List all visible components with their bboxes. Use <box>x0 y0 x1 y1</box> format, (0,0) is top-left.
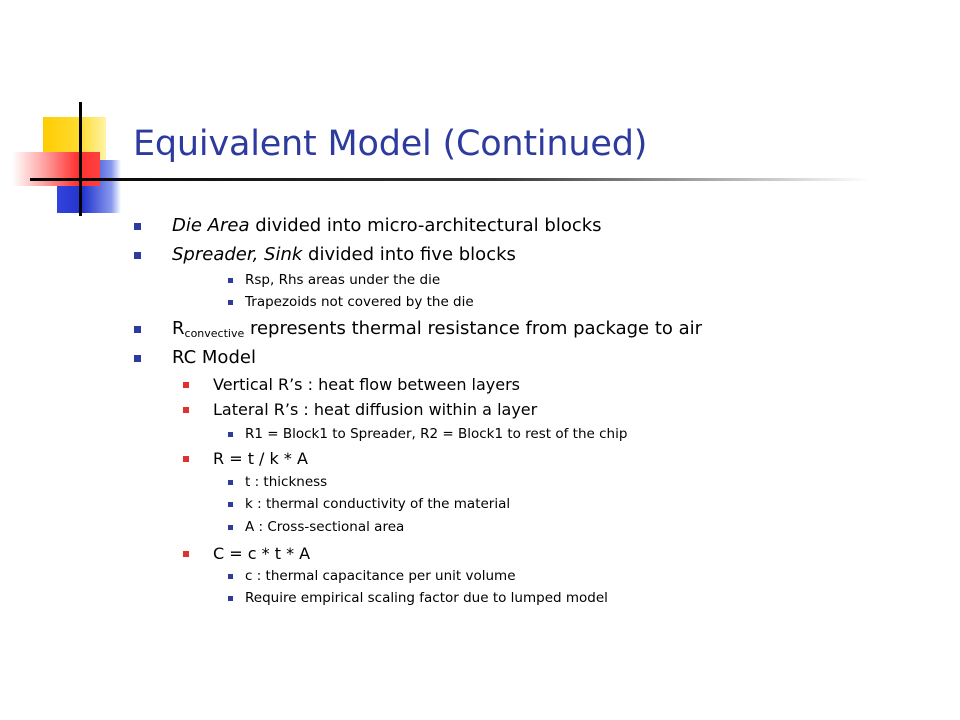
bullet-item <box>172 318 702 339</box>
bullet-text: C = c * t * A <box>213 544 311 563</box>
square-bullet-icon <box>228 525 233 530</box>
square-bullet-icon <box>183 456 189 462</box>
bullet-item <box>172 215 602 236</box>
bullet-item <box>245 496 510 512</box>
bullet-text: RC Model <box>172 347 256 368</box>
slide-title: Equivalent Model (Continued) <box>133 124 648 164</box>
bullet-text: R = t / k * A <box>213 449 308 468</box>
square-bullet-icon <box>134 355 141 362</box>
bullet-item <box>213 449 308 468</box>
bullet-text: divided into five blocks <box>302 244 516 265</box>
bullet-text: Rsp, Rhs areas under the die <box>245 272 441 288</box>
title-underline <box>30 178 870 181</box>
bullet-item <box>245 474 327 490</box>
bullet-item <box>213 544 310 563</box>
bullet-item <box>245 272 440 288</box>
bullet-item <box>213 400 537 419</box>
square-bullet-icon <box>228 596 233 601</box>
bullet-text: t : thickness <box>245 474 328 490</box>
bullet-item <box>245 294 474 310</box>
square-bullet-icon <box>183 382 189 388</box>
square-bullet-icon <box>228 300 233 305</box>
bullet-text: Vertical R’s : heat flow between layers <box>213 375 521 394</box>
square-bullet-icon <box>134 326 141 333</box>
bullet-italic-text: Die Area <box>172 215 250 236</box>
bullet-subscript: convective <box>184 327 245 340</box>
bullet-item <box>213 375 520 394</box>
bullet-text: c : thermal capacitance per unit volume <box>245 568 516 584</box>
bullet-text: Require empirical scaling factor due to lumped model <box>245 590 608 606</box>
bullet-text-main: R <box>172 318 185 339</box>
bullet-item <box>172 244 516 265</box>
square-bullet-icon <box>134 223 141 230</box>
bullet-text: R1 = Block1 to Spreader, R2 = Block1 to rest of the chip <box>245 426 628 442</box>
bullet-text: A : Cross-sectional area <box>245 519 405 535</box>
bullet-text: represents thermal resistance from package to air <box>244 318 703 339</box>
bullet-text: Lateral R’s : heat diffusion within a layer <box>213 400 538 419</box>
square-bullet-icon <box>183 407 189 413</box>
bullet-item <box>172 347 256 368</box>
square-bullet-icon <box>228 432 233 437</box>
square-bullet-icon <box>183 551 189 557</box>
bullet-item <box>245 568 516 584</box>
bullet-text: k : thermal conductivity of the material <box>245 496 511 512</box>
square-bullet-icon <box>134 252 141 259</box>
bullet-text: divided into micro-architectural blocks <box>249 215 602 236</box>
square-bullet-icon <box>228 502 233 507</box>
bullet-item <box>245 519 404 535</box>
bullet-item <box>245 426 627 442</box>
square-bullet-icon <box>228 278 233 283</box>
decor-vertical-line <box>79 102 82 216</box>
square-bullet-icon <box>228 480 233 485</box>
bullet-item <box>245 590 608 606</box>
bullet-italic-text: Spreader, Sink <box>172 244 303 265</box>
square-bullet-icon <box>228 574 233 579</box>
bullet-text: Trapezoids not covered by the die <box>245 294 474 310</box>
